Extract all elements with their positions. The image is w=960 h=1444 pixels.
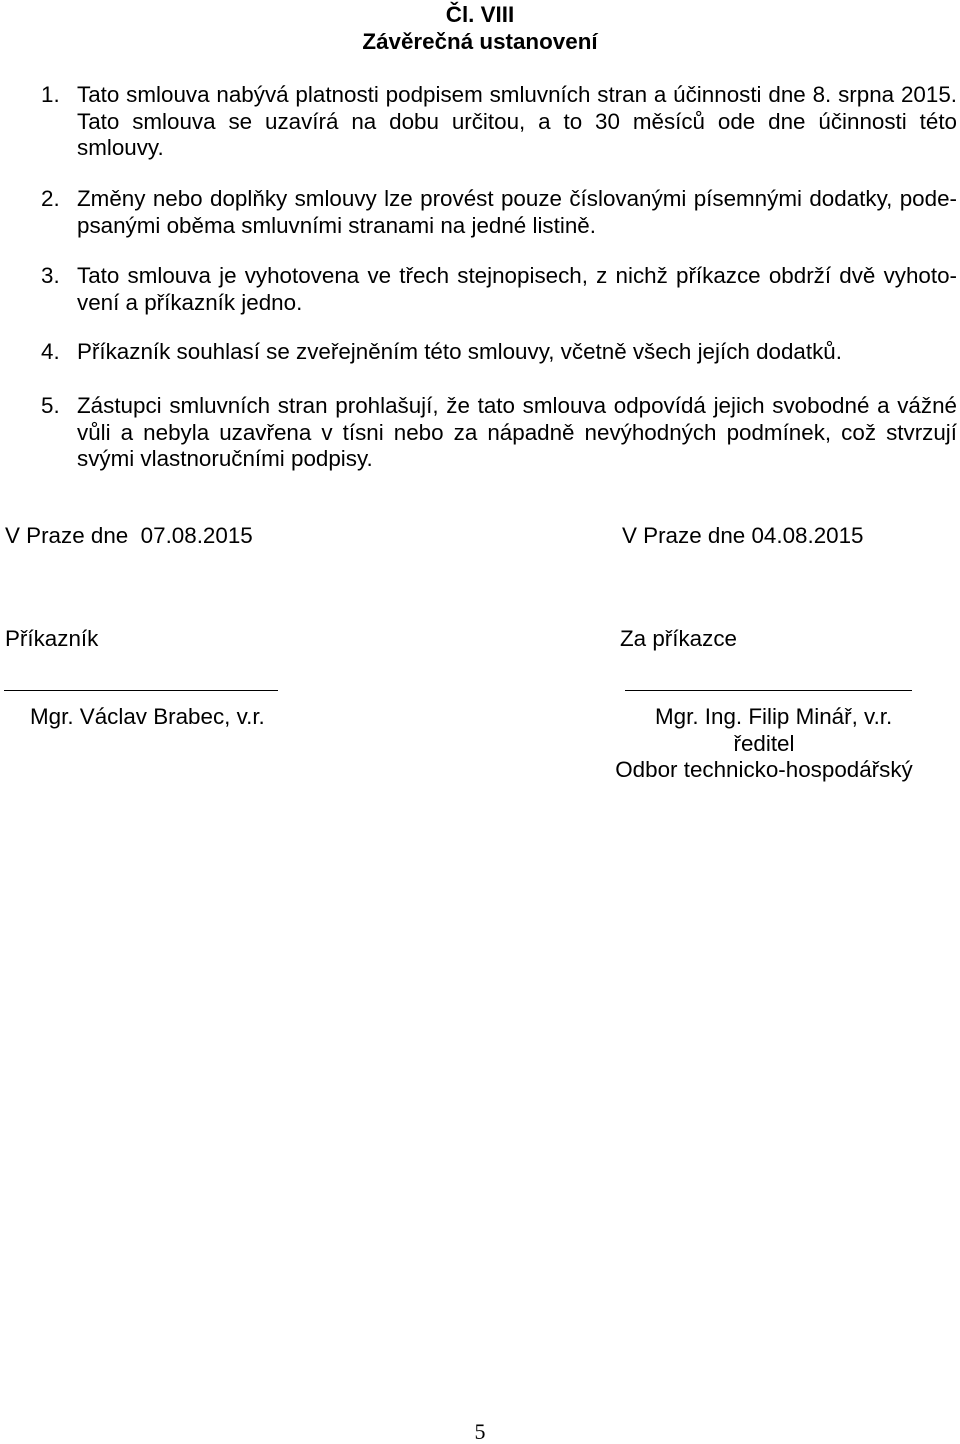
provision-number: 1.: [41, 82, 60, 107]
provision-text: [77, 186, 957, 239]
right-signatory-role: Za příkazce: [620, 626, 737, 651]
provision-line: Zástupci smluvních stran prohlašují, že tato smlouva odpovídá jejich svobodné a vážné: [77, 393, 957, 418]
provision-text: [77, 263, 957, 316]
article-number: Čl. VIII: [445, 2, 515, 27]
provision-line: Tato smlouva nabývá platnosti podpisem smluvních stran a účinnosti dne 8. srpna 2015.: [77, 82, 957, 107]
page-number: 5: [474, 1419, 486, 1444]
left-place-date: V Praze dne 07.08.2015: [5, 523, 253, 548]
left-signature-line: [4, 690, 278, 691]
right-signatory-position: ředitel: [733, 731, 795, 756]
provision-line: Změny nebo doplňky smlouvy lze provést pouze číslovanými písemnými dodatky, pode-: [77, 186, 957, 211]
provision-line: psanými oběma smluvními stranami na jedné listině.: [77, 212, 596, 238]
provision-text: [77, 339, 957, 366]
provision-line: smlouvy.: [77, 135, 164, 160]
right-signature-line: [625, 690, 912, 691]
provision-line: vení a příkazník jedno.: [77, 289, 303, 315]
provision-line: svými vlastnoručními podpisy.: [77, 446, 373, 471]
provision-text: [77, 82, 957, 162]
right-place-date: V Praze dne 04.08.2015: [622, 523, 864, 548]
provision-number: 2.: [41, 186, 60, 211]
right-signatory-name: Mgr. Ing. Filip Minář, v.r.: [655, 704, 893, 729]
provision-line: Příkazník souhlasí se zveřejněním této smlouvy, včetně všech jejích dodatků.: [77, 339, 842, 364]
provision-number: 3.: [41, 263, 60, 288]
provision-line: vůli a nebyla uzavřena v tísni nebo za nápadně nevýhodných podmínek, což stvrzují: [77, 419, 957, 445]
provision-line: Tato smlouva se uzavírá na dobu určitou, a to 30 měsíců ode dne účinnosti této: [77, 108, 957, 134]
right-signatory-department: Odbor technicko-hospodářský: [615, 757, 913, 782]
left-signatory-role: Příkazník: [5, 626, 99, 651]
provision-number: 5.: [41, 393, 60, 418]
section-title: Závěrečná ustanovení: [362, 29, 598, 54]
provision-number: 4.: [41, 339, 60, 364]
left-signatory-name: Mgr. Václav Brabec, v.r.: [30, 704, 265, 729]
provision-text: [77, 393, 957, 473]
provision-line: Tato smlouva je vyhotovena ve třech stejnopisech, z nichž příkazce obdrží dvě vyhoto-: [77, 263, 957, 288]
